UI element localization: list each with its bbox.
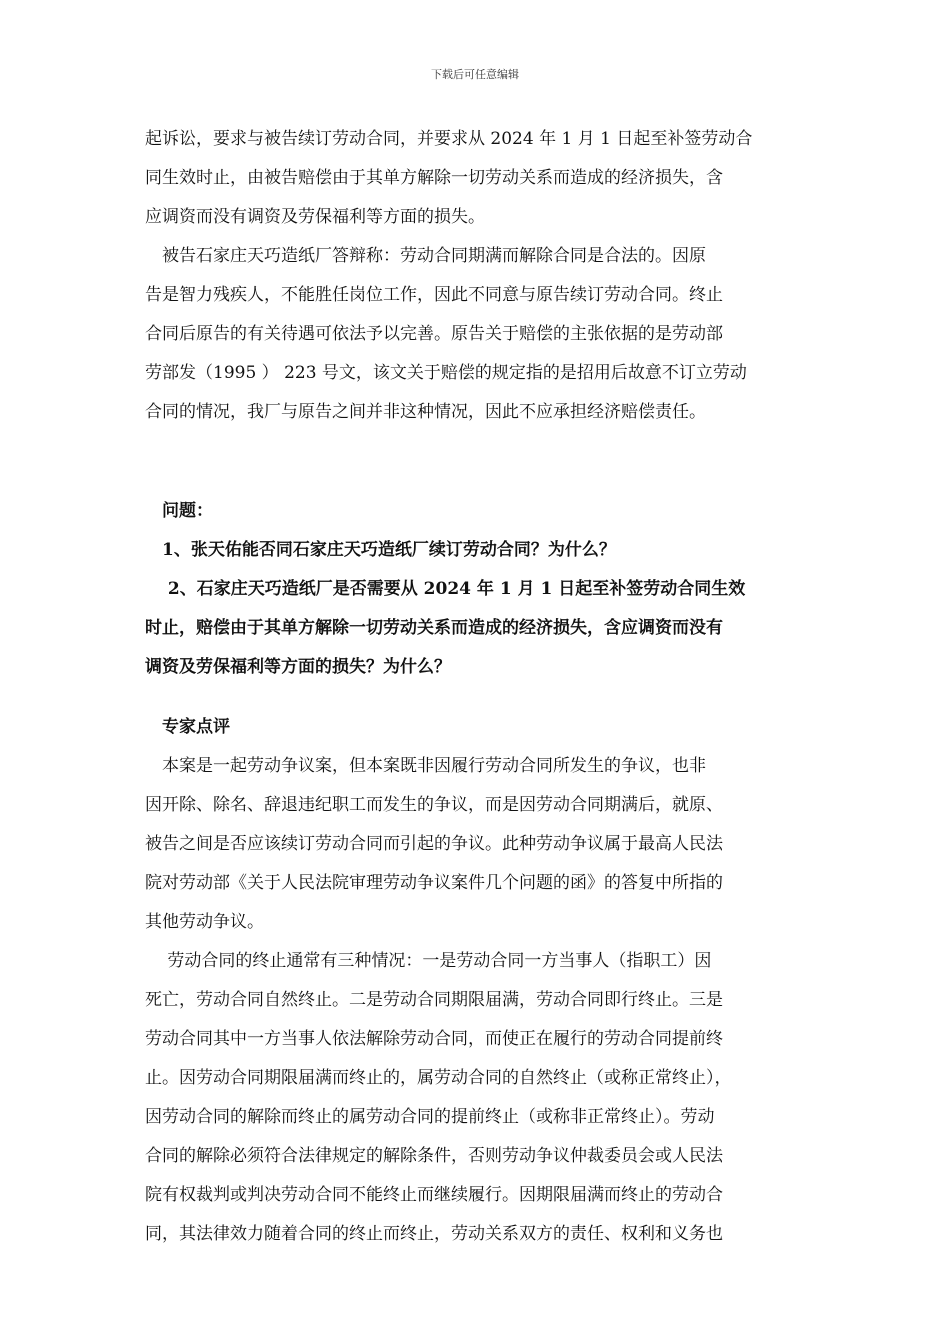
document-body (145, 120, 805, 1254)
paragraph-claim (145, 120, 805, 237)
questions-title: 问题： (145, 501, 213, 521)
text-line: 同生效时止，由被告赔偿由于其单方解除一切劳动关系而造成的经济损失，含 (145, 168, 723, 188)
spacer (145, 687, 805, 708)
text-line: 告是智力残疾人，不能胜任岗位工作，因此不同意与原告续订劳动合同。终止 (145, 285, 723, 305)
text-line: 合同后原告的有关待遇可依法予以完善。原告关于赔偿的主张依据的是劳动部 (145, 324, 723, 344)
text-line: 应调资而没有调资及劳保福利等方面的损失。 (145, 207, 485, 227)
question-2-line: 调资及劳保福利等方面的损失？为什么？ (145, 657, 451, 677)
text-line: 合同的解除必须符合法律规定的解除条件，否则劳动争议仲裁委员会或人民法 (145, 1146, 723, 1166)
questions-section (145, 492, 805, 687)
text-line: 死亡，劳动合同自然终止。二是劳动合同期限届满，劳动合同即行终止。三是 (145, 990, 723, 1010)
text-line: 其他劳动争议。 (145, 912, 264, 932)
review-section (145, 708, 805, 1254)
text-line: 院有权裁判或判决劳动合同不能终止而继续履行。因期限届满而终止的劳动合 (145, 1185, 723, 1205)
text-line: 被告之间是否应该续订劳动合同而引起的争议。此种劳动争议属于最高人民法 (145, 834, 723, 854)
text-line: 同，其法律效力随着合同的终止而终止，劳动关系双方的责任、权利和义务也 (145, 1224, 723, 1244)
paragraph-defense (145, 237, 805, 432)
text-line: 被告石家庄天巧造纸厂答辩称：劳动合同期满而解除合同是合法的。因原 (145, 246, 706, 266)
text-line: 因开除、除名、辞退违纪职工而发生的争议，而是因劳动合同期满后，就原、 (145, 795, 723, 815)
question-2-line: 2、石家庄天巧造纸厂是否需要从 2024 年 1 月 1 日起至补签劳动合同生效 (145, 579, 746, 599)
text-line: 劳动合同其中一方当事人依法解除劳动合同，而使正在履行的劳动合同提前终 (145, 1029, 723, 1049)
spacer (145, 432, 805, 471)
question-2-line: 时止，赔偿由于其单方解除一切劳动关系而造成的经济损失，含应调资而没有 (145, 618, 723, 638)
page-header: 下载后可任意编辑 (431, 68, 519, 81)
text-line: 院对劳动部《关于人民法院审理劳动争议案件几个问题的函》的答复中所指的 (145, 873, 723, 893)
text-line: 起诉讼，要求与被告续订劳动合同，并要求从 2024 年 1 月 1 日起至补签劳动合 (145, 129, 753, 149)
text-line: 本案是一起劳动争议案，但本案既非因履行劳动合同所发生的争议，也非 (145, 756, 706, 776)
text-line: 因劳动合同的解除而终止的属劳动合同的提前终止（或称非正常终止）。劳动 (145, 1107, 715, 1127)
spacer (145, 471, 805, 492)
text-line: 合同的情况，我厂与原告之间并非这种情况，因此不应承担经济赔偿责任。 (145, 402, 706, 422)
review-title: 专家点评 (145, 717, 230, 737)
text-line: 劳动合同的终止通常有三种情况：一是劳动合同一方当事人（指职工）因 (145, 951, 712, 971)
question-1: 1、张天佑能否同石家庄天巧造纸厂续订劳动合同？为什么？ (145, 540, 616, 560)
text-line: 止。因劳动合同期限届满而终止的，属劳动合同的自然终止（或称正常终止）， (145, 1068, 732, 1088)
text-line: 劳部发（1995 ） 223 号文，该文关于赔偿的规定指的是招用后故意不订立劳动 (145, 363, 747, 383)
